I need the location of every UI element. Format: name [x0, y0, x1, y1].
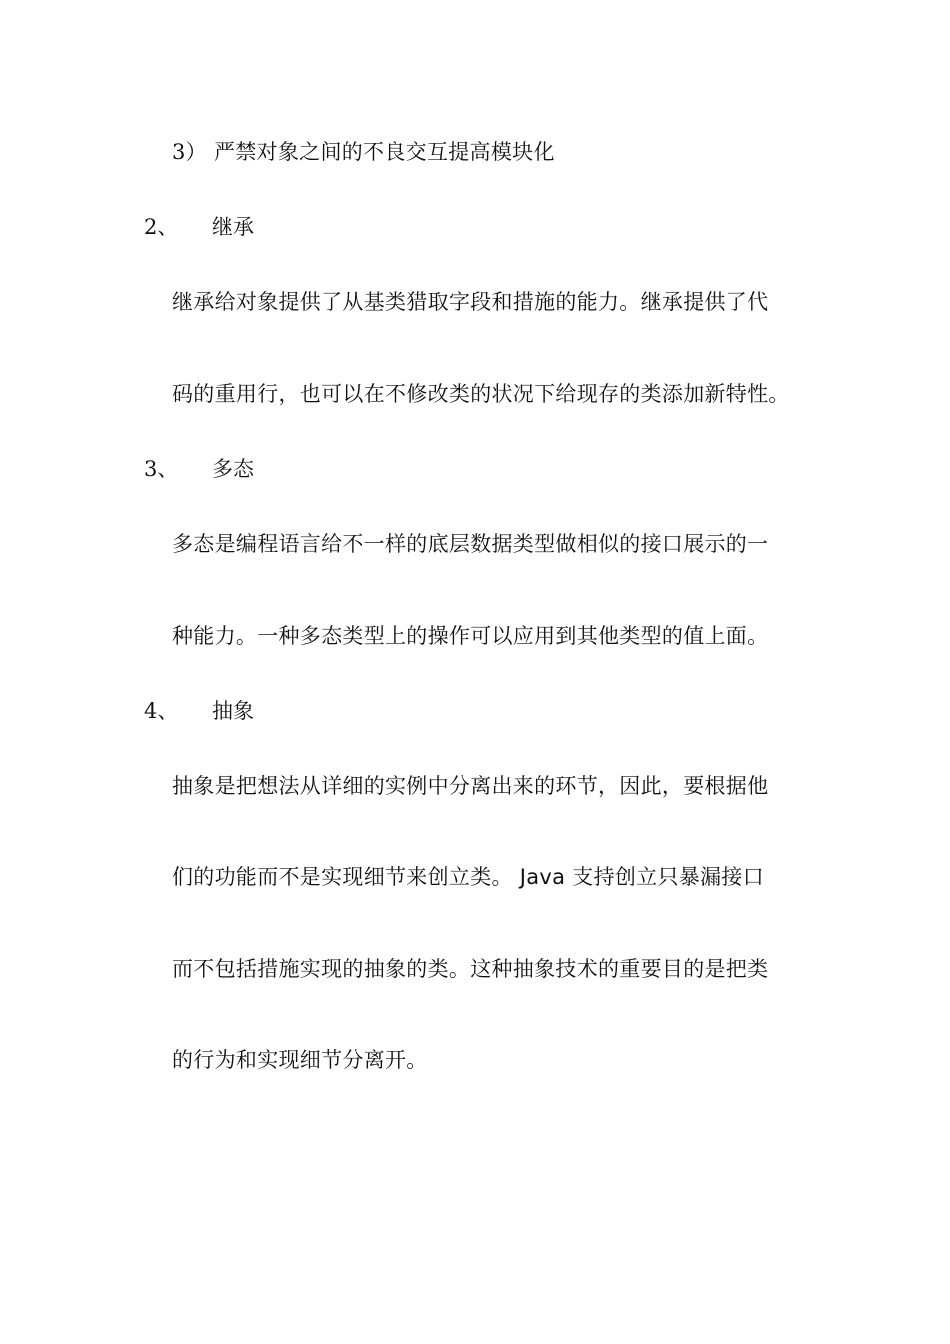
section-heading-inheritance: [144, 213, 254, 241]
paragraph-line: 而不包括措施实现的抽象的类。这种抽象技术的重要目的是把类: [172, 957, 769, 981]
section-title: 抽象: [212, 699, 254, 723]
list-item-3: [172, 138, 555, 166]
section-heading-abstraction: [144, 697, 254, 725]
paragraph-line: 多态是编程语言给不一样的底层数据类型做相似的接口展示的一: [172, 532, 769, 556]
section-heading-polymorphism: [144, 455, 254, 483]
section-title: 多态: [212, 457, 254, 481]
paragraph-line: 码的重用行，也可以在不修改类的状况下给现存的类添加新特性。: [172, 382, 790, 406]
section-number: 2、: [144, 215, 179, 239]
paragraph-line: 抽象是把想法从详细的实例中分离出来的环节，因此，要根据他: [172, 774, 769, 798]
paragraph-line: 继承给对象提供了从基类猎取字段和措施的能力。继承提供了代: [172, 290, 769, 314]
paragraph-line: 们的功能而不是实现细节来创立类。 Java 支持创立只暴漏接口: [172, 865, 765, 889]
section-number: 3、: [144, 457, 179, 481]
section-number: 4、: [144, 699, 179, 723]
section-title: 继承: [212, 215, 254, 239]
list-item-text: 严禁对象之间的不良交互提高模块化: [213, 140, 555, 164]
paragraph-line: 种能力。一种多态类型上的操作可以应用到其他类型的值上面。: [172, 624, 769, 648]
list-item-number: 3）: [172, 140, 207, 164]
paragraph-line: 的行为和实现细节分离开。: [172, 1048, 428, 1072]
